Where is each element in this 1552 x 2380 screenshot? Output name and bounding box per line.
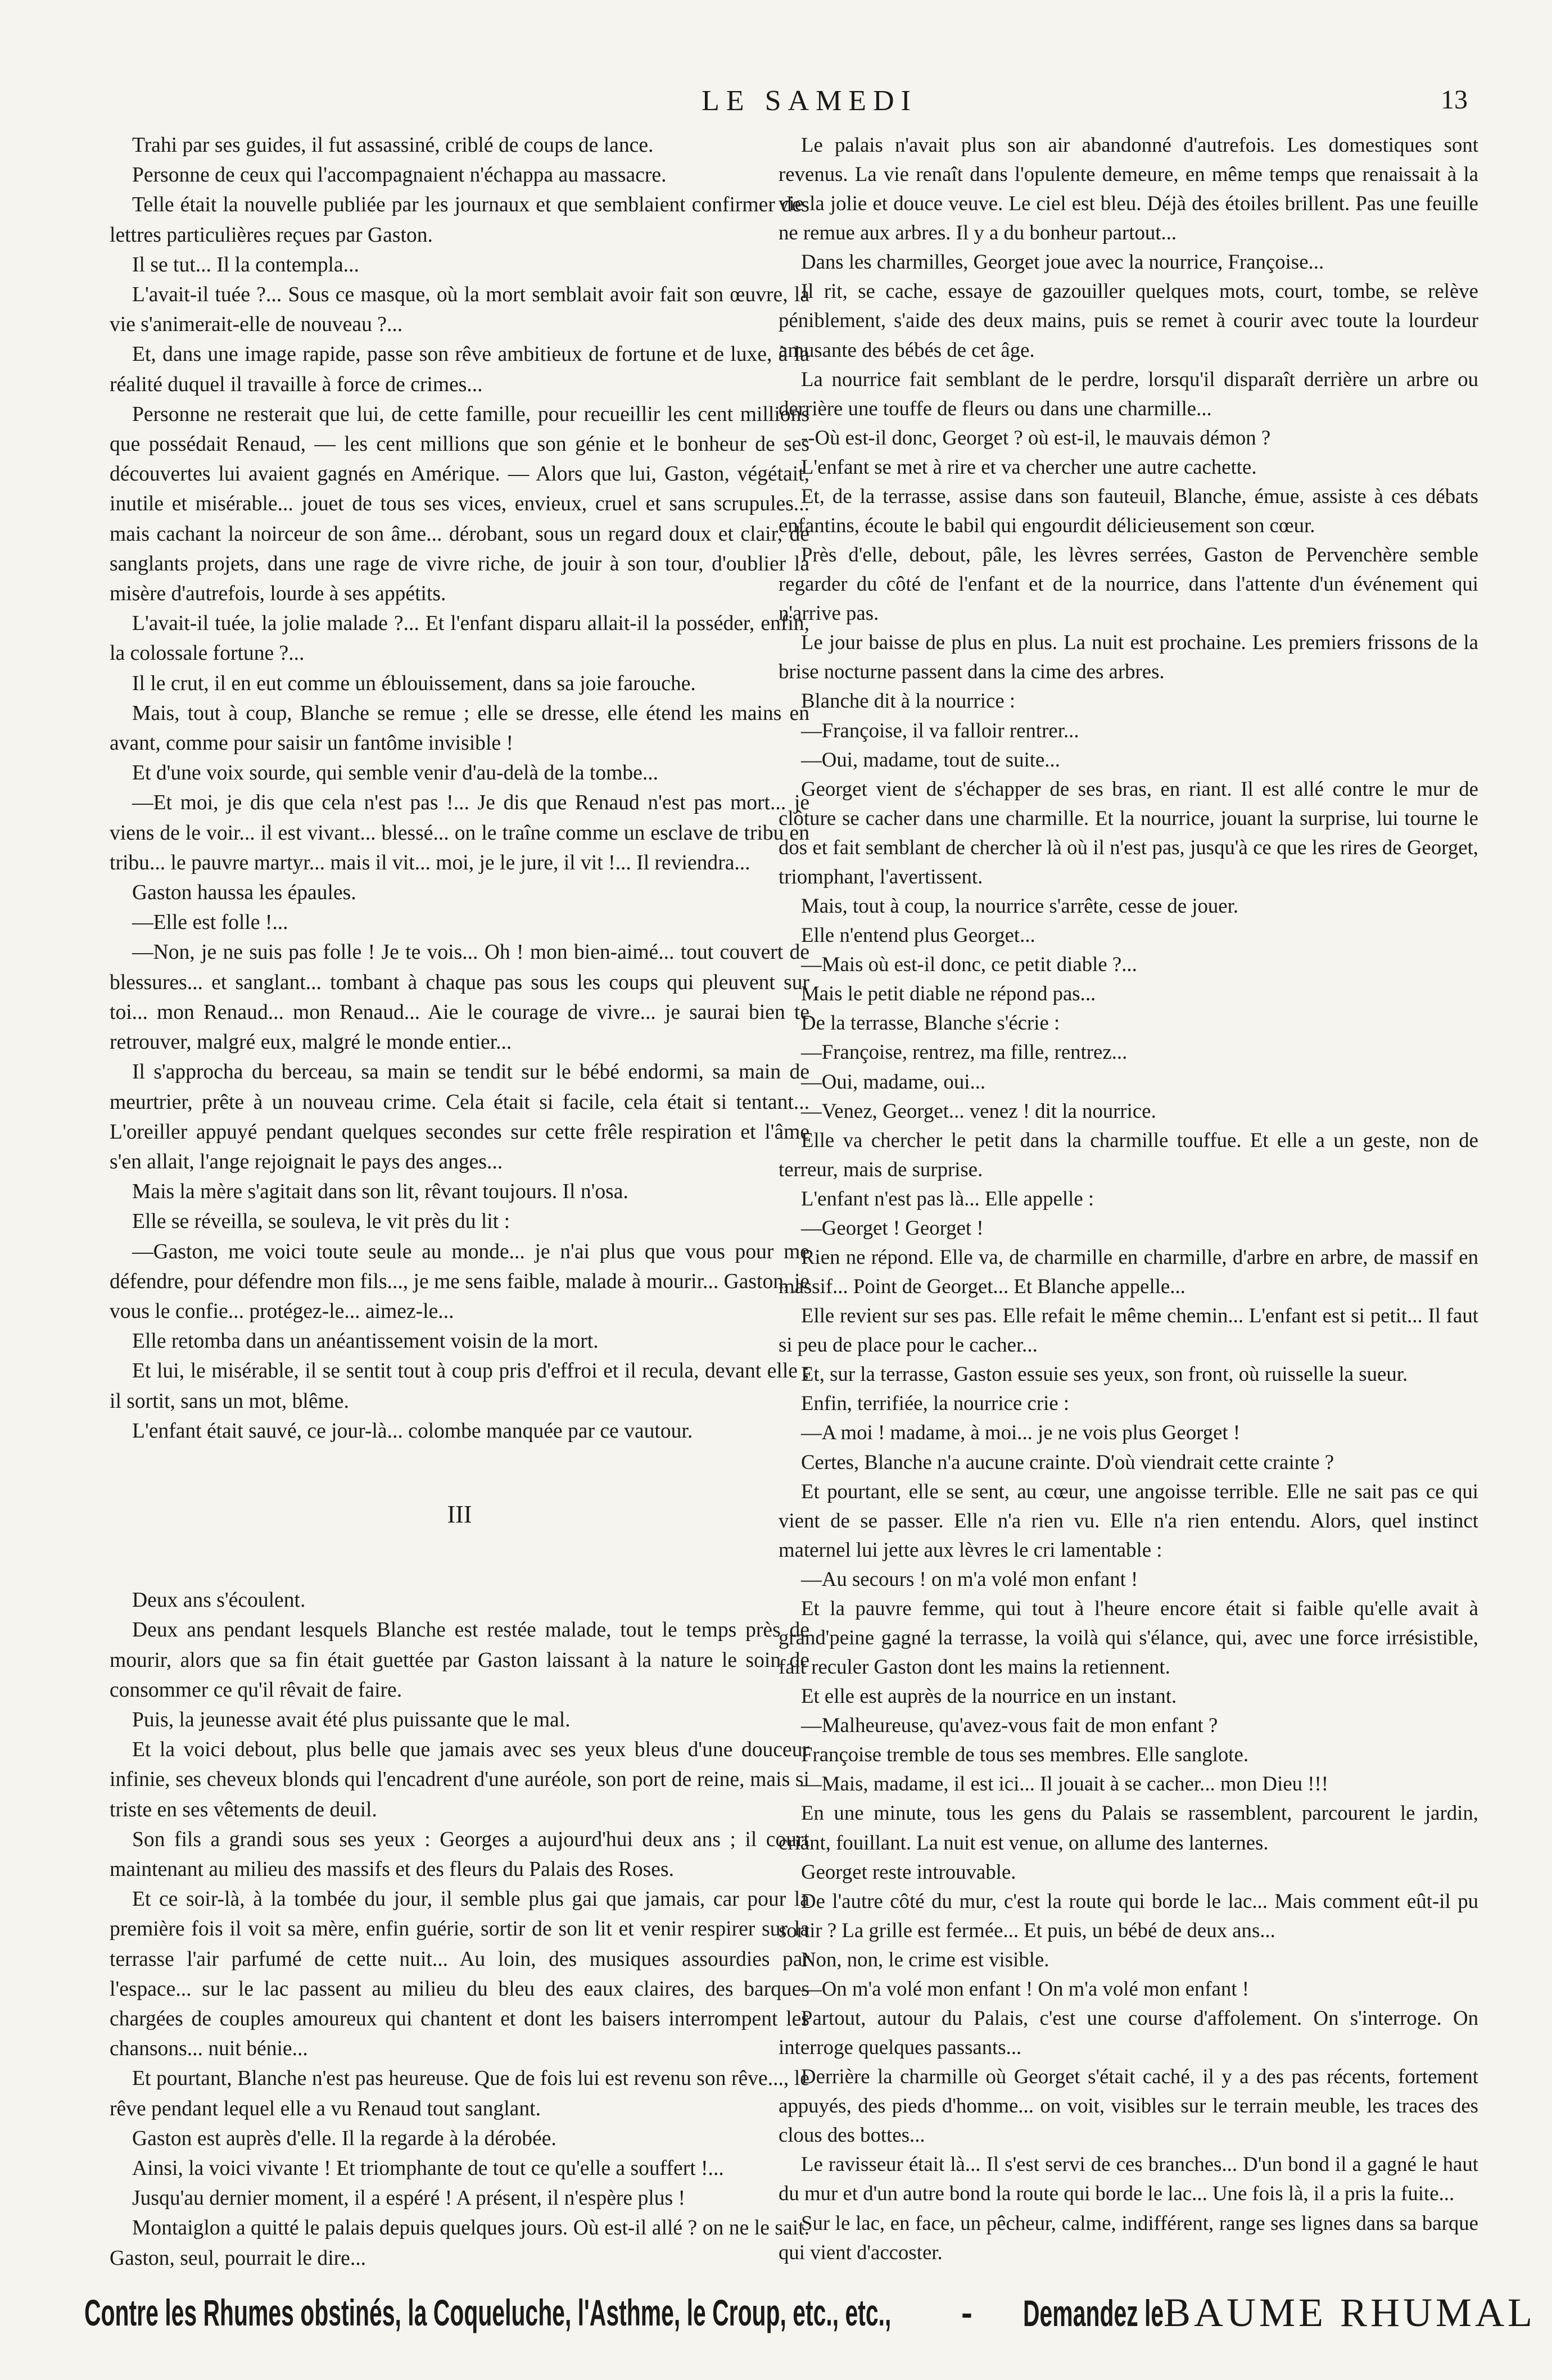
- paragraph: —Elle est folle !...: [132, 911, 288, 935]
- paragraph: Rien ne répond. Elle va, de charmille en charmille, d'arbre en arbre, de massif en massif... Point de Georget... Et Blanche appelle...: [779, 1245, 1478, 1298]
- paragraph: Mais le petit diable ne répond pas...: [801, 982, 1096, 1005]
- paragraph: Il s'approcha du berceau, sa main se tendit sur le bébé endormi, sa main de meurtrier, prête à un nouveau crime. Cela était si facile, cela était si tentant... L'oreiller appuyé pendant quelques secondes sur cette frêle respiration et l'âme s'en allait, l'ange rejoignait le pays des anges...: [110, 1060, 809, 1173]
- paragraph: Deux ans pendant lesquels Blanche est restée malade, tout le temps près de mourir, alors que sa fin était guettée par Gaston laissant à la nature le soin de consommer ce qu'il rêvait de faire.: [110, 1619, 809, 1702]
- paragraph: Elle revient sur ses pas. Elle refait le même chemin... L'enfant est si petit... Il faut si peu de place pour le cacher...: [779, 1304, 1478, 1357]
- left-column: [110, 130, 809, 2288]
- paragraph: Telle était la nouvelle publiée par les journaux et que semblaient confirmer des lettres particulières reçues par Gaston.: [110, 193, 809, 247]
- paragraph: Non, non, le crime est visible.: [801, 1947, 1049, 1971]
- footer-advertisement: [84, 2282, 1536, 2343]
- paragraph: Blanche dit à la nourrice :: [801, 689, 1016, 713]
- paragraph: Et, de la terrasse, assise dans son fauteuil, Blanche, émue, assiste à ces débats enfantins, écoute le babil qui engourdit délicieusement son cœur.: [779, 484, 1478, 537]
- paragraph: L'enfant se met à rire et va chercher une autre cachette.: [801, 455, 1257, 478]
- paragraph: Le jour baisse de plus en plus. La nuit est prochaine. Les premiers frissons de la brise nocturne passent dans la cime des arbres.: [779, 631, 1478, 683]
- paragraph: De la terrasse, Blanche s'écrie :: [801, 1011, 1060, 1035]
- paragraph: Et ce soir-là, à la tombée du jour, il semble plus gai que jamais, car pour la première fois il voit sa mère, enfin guérie, sortir de son lit et venir respirer sur la terrasse l'air parfumé de cette nuit... Au loin, des musiques assourdies par l'espace... sur le lac passent au milieu du bleu des eaux claires, des barques chargées de couples amoureux qui chantent et dont les baisers interrompent les chansons... nuit bénie...: [110, 1888, 809, 2061]
- paragraph: Le ravisseur était là... Il s'est servi de ces branches... D'un bond il a gagné le haut du mur et d'un autre bond la route qui borde le lac... Une fois là, il a pris la fuite...: [779, 2152, 1478, 2205]
- paragraph: Et lui, le misérable, il se sentit tout à coup pris d'effroi et il recula, devant elle ; il sortit, sans un mot, blême.: [110, 1359, 809, 1413]
- paragraph: —Mais, madame, il est ici... Il jouait à se cacher... mon Dieu !!!: [801, 1772, 1329, 1796]
- paragraph: Et, dans une image rapide, passe son rêve ambitieux de fortune et de luxe, à la réalité duquel il travaille à force de crimes...: [110, 343, 809, 396]
- left-column-part-one: [110, 130, 809, 1446]
- paragraph: Sur le lac, en face, un pêcheur, calme, indifférent, range ses lignes dans sa barque qui vient d'accoster.: [779, 2211, 1478, 2264]
- paragraph: Il rit, se cache, essaye de gazouiller quelques mots, court, tombe, se relève péniblement, s'aide des deux mains, puis se remet à courir avec toute la lourdeur amusante des bébés de cet âge.: [779, 279, 1478, 361]
- paragraph: Gaston est auprès d'elle. Il la regarde à la dérobée.: [132, 2127, 556, 2150]
- running-head: [0, 84, 1552, 124]
- paragraph: Mais la mère s'agitait dans son lit, rêvant toujours. Il n'osa.: [132, 1180, 628, 1204]
- paragraph: Et, sur la terrasse, Gaston essuie ses yeux, son front, où ruisselle la sueur.: [801, 1362, 1408, 1386]
- paragraph: —Françoise, rentrez, ma fille, rentrez...: [801, 1040, 1128, 1064]
- paragraph: Et pourtant, elle se sent, au cœur, une angoisse terrible. Elle ne sait pas ce qui vient de se passer. Elle n'a rien vu. Elle n'a rien entendu. Alors, quel instinct maternel lui jette aux lèvres le cri lamentable :: [779, 1479, 1478, 1561]
- paragraph: Et elle est auprès de la nourrice en un instant.: [801, 1684, 1177, 1708]
- paragraph: Et la voici debout, plus belle que jamais avec ses yeux bleus d'une douceur infinie, ses cheveux blonds qui l'encadrent d'une auréole, son port de reine, mais si triste en ses vêtements de deuil.: [110, 1738, 809, 1821]
- paragraph: Jusqu'au dernier moment, il a espéré ! A présent, il n'espère plus !: [132, 2187, 686, 2210]
- paragraph: —Non, je ne suis pas folle ! Je te vois... Oh ! mon bien-aimé... tout couvert de blessures... et sanglant... tombant à chaque pas sous les coups qui pleuvent sur toi... mon Renaud... mon Renaud... Aie le courage de vivre... je saurai bien te retrouver, malgré eux, malgré le monde entier...: [110, 941, 809, 1054]
- paragraph: Près d'elle, debout, pâle, les lèvres serrées, Gaston de Pervenchère semble regarder du côté de l'enfant et de la nourrice, dans l'attente d'un événement qui n'arrive pas.: [779, 543, 1478, 625]
- paragraph: De l'autre côté du mur, c'est la route qui borde le lac... Mais comment eût-il pu sortir ? La grille est fermée... Et puis, un bébé de deux ans...: [779, 1889, 1478, 1942]
- paragraph: —Oui, madame, tout de suite...: [801, 747, 1060, 771]
- ad-demandez: Demandez le: [1023, 2292, 1164, 2334]
- paragraph: Mais, tout à coup, la nourrice s'arrête, cesse de jouer.: [801, 894, 1239, 918]
- paragraph: —Mais où est-il donc, ce petit diable ?...: [801, 953, 1137, 976]
- paragraph: Elle se réveilla, se souleva, le vit près du lit :: [132, 1210, 510, 1234]
- paragraph: Personne de ceux qui l'accompagnaient n'échappa au massacre.: [132, 164, 667, 187]
- paragraph: —On m'a volé mon enfant ! On m'a volé mon enfant !: [801, 1976, 1250, 2000]
- paragraph: Trahi par ses guides, il fut assassiné, criblé de coups de lance.: [132, 134, 654, 157]
- paragraph: Ainsi, la voici vivante ! Et triomphante de tout ce qu'elle a souffert !...: [132, 2157, 724, 2180]
- right-column: [779, 130, 1478, 2288]
- right-column-body: [779, 130, 1478, 2267]
- paragraph: Personne ne resterait que lui, de cette famille, pour recueillir les cent millions que possédait Renaud, — les cent millions que son génie et le bonheur de ses découvertes lui avaient gagnés en Amérique. — Alors que lui, Gaston, végétait, inutile et misérable... jouet de tous ses vices, envieux, cruel et sans scrupules... mais cachant la noirceur de son âme... dérobant, sous un regard doux et clair, de sanglants projets, dans une rage de vivre riche, de jouir à son tour, d'oublier la misère d'autrefois, lourde à ses appétits.: [110, 402, 809, 606]
- paragraph: Enfin, terrifiée, la nourrice crie :: [801, 1391, 1070, 1415]
- paragraph: L'enfant était sauvé, ce jour-là... colombe manquée par ce vautour.: [132, 1419, 693, 1443]
- paragraph: La nourrice fait semblant de le perdre, lorsqu'il disparaît derrière un arbre ou derrière une touffe de fleurs ou dans une charmille...: [779, 367, 1478, 420]
- paragraph: Gaston haussa les épaules.: [132, 881, 356, 905]
- page-number: 13: [1441, 85, 1468, 115]
- paragraph: Puis, la jeunesse avait été plus puissante que le mal.: [132, 1708, 571, 1731]
- paragraph: En une minute, tous les gens du Palais se rassemblent, parcourent le jardin, criant, fouillant. La nuit est venue, on allume des lanternes.: [779, 1801, 1478, 1854]
- paragraph: Mais, tout à coup, Blanche se remue ; elle se dresse, elle étend les mains en avant, comme pour saisir un fantôme invisible !: [110, 701, 809, 755]
- paragraph: Derrière la charmille où Georget s'était caché, il y a des pas récents, fortement appuyés, des pieds d'homme... on voit, visibles sur le terrain meuble, les traces des clous des bottes...: [779, 2065, 1478, 2147]
- paragraph: —Malheureuse, qu'avez-vous fait de mon enfant ?: [801, 1713, 1218, 1737]
- paragraph: --Où est-il donc, Georget ? où est-il, le mauvais démon ?: [801, 425, 1271, 449]
- paragraph: Il le crut, il en eut comme un éblouissement, dans sa joie farouche.: [132, 672, 696, 695]
- paragraph: —Gaston, me voici toute seule au monde... je n'ai plus que vous pour me défendre, pour défendre mon fils..., je me sens faible, malade à mourir... Gaston, je vous le confie... protégez-le... aimez-le...: [110, 1240, 809, 1323]
- paragraph: Et la pauvre femme, qui tout à l'heure encore était si faible qu'elle avait à grand'peine gagné la terrasse, la voilà qui s'élance, qui, avec une force irrésistible, fait reculer Gaston dont les mains la retiennent.: [779, 1596, 1478, 1679]
- paragraph: —Georget ! Georget !: [801, 1216, 984, 1239]
- ad-dash: -: [961, 2293, 972, 2332]
- paragraph: —Françoise, il va falloir rentrer...: [801, 718, 1079, 742]
- paragraph: Et pourtant, Blanche n'est pas heureuse. Que de fois lui est revenu son rêve..., le rêve pendant lequel elle a vu Renaud tout sanglant.: [110, 2067, 809, 2120]
- paragraph: Elle n'entend plus Georget...: [801, 923, 1035, 947]
- paragraph: Son fils a grandi sous ses yeux : Georges a aujourd'hui deux ans ; il court maintenant au milieu des massifs et des fleurs du Palais des Roses.: [110, 1828, 809, 1881]
- ad-product-name: BAUME RHUMAL: [1164, 2290, 1536, 2335]
- paragraph: Elle retomba dans un anéantissement voisin de la mort.: [132, 1330, 599, 1353]
- paragraph: —Et moi, je dis que cela n'est pas !... Je dis que Renaud n'est pas mort... je viens de le voir... il est vivant... blessé... on le traîne comme un esclave de tribu en tribu... le pauvre martyr... mais il vit... moi, je le jure, il vit !... Il reviendra...: [110, 791, 809, 874]
- paragraph: Georget reste introuvable.: [801, 1860, 1016, 1883]
- paragraph: L'enfant n'est pas là... Elle appelle :: [801, 1186, 1094, 1210]
- ad-call-to-action: [1023, 2290, 1536, 2336]
- paragraph: —Venez, Georget... venez ! dit la nourrice.: [801, 1099, 1156, 1122]
- paragraph: Georget vient de s'échapper de ses bras, en riant. Il est allé contre le mur de clôture se cacher dans une charmille. Et la nourrice, jouant la surprise, lui tourne le dos et fait semblant de chercher là où il n'est pas, jusqu'à ce que les rires de Georget, triomphant, l'avertissent.: [779, 777, 1478, 888]
- paragraph: Et d'une voix sourde, qui semble venir d'au-delà de la tombe...: [132, 761, 659, 785]
- paragraph: —Au secours ! on m'a volé mon enfant !: [801, 1567, 1138, 1590]
- paragraph: Certes, Blanche n'a aucune crainte. D'où viendrait cette crainte ?: [801, 1450, 1334, 1474]
- paragraph: Françoise tremble de tous ses membres. Elle sanglote.: [801, 1743, 1249, 1766]
- paragraph: L'avait-il tuée, la jolie malade ?... Et l'enfant disparu allait-il la posséder, enfin, la colossale fortune ?...: [110, 612, 809, 665]
- paragraph: L'avait-il tuée ?... Sous ce masque, où la mort semblait avoir fait son œuvre, la vie s'animerait-elle de nouveau ?...: [110, 283, 809, 337]
- paragraph: —Oui, madame, oui...: [801, 1069, 986, 1093]
- paragraph: Partout, autour du Palais, c'est une course d'affolement. On s'interroge. On interroge quelques passants...: [779, 2006, 1478, 2059]
- section-heading: III: [447, 1500, 472, 1528]
- paragraph: —A moi ! madame, à moi... je ne vois plus Georget !: [801, 1421, 1241, 1444]
- ad-remedy-list: Contre les Rhumes obstinés, la Coqueluche, l'Asthme, le Croup, etc., etc.,: [84, 2292, 892, 2333]
- paragraph: Deux ans s'écoulent.: [132, 1589, 306, 1612]
- journal-title: LE SAMEDI: [702, 85, 917, 117]
- paragraph: Dans les charmilles, Georget joue avec la nourrice, Françoise...: [801, 250, 1324, 274]
- paragraph: Elle va chercher le petit dans la charmille touffue. Et elle a un geste, non de terreur, mais de surprise.: [779, 1128, 1478, 1181]
- paragraph: Il se tut... Il la contempla...: [132, 253, 359, 276]
- paragraph: Le palais n'avait plus son air abandonné d'autrefois. Les domestiques sont revenus. La vie renaît dans l'opulente demeure, en même temps que renaissait à la vie la jolie et douce veuve. Le ciel est bleu. Déjà des étoiles brillent. Pas une feuille ne remue aux arbres. Il y a du bonheur partout...: [779, 133, 1478, 244]
- left-column-part-two: [110, 1585, 809, 2273]
- paragraph: Montaiglon a quitté le palais depuis quelques jours. Où est-il allé ? on ne le sait. Gaston, seul, pourrait le dire...: [110, 2216, 809, 2270]
